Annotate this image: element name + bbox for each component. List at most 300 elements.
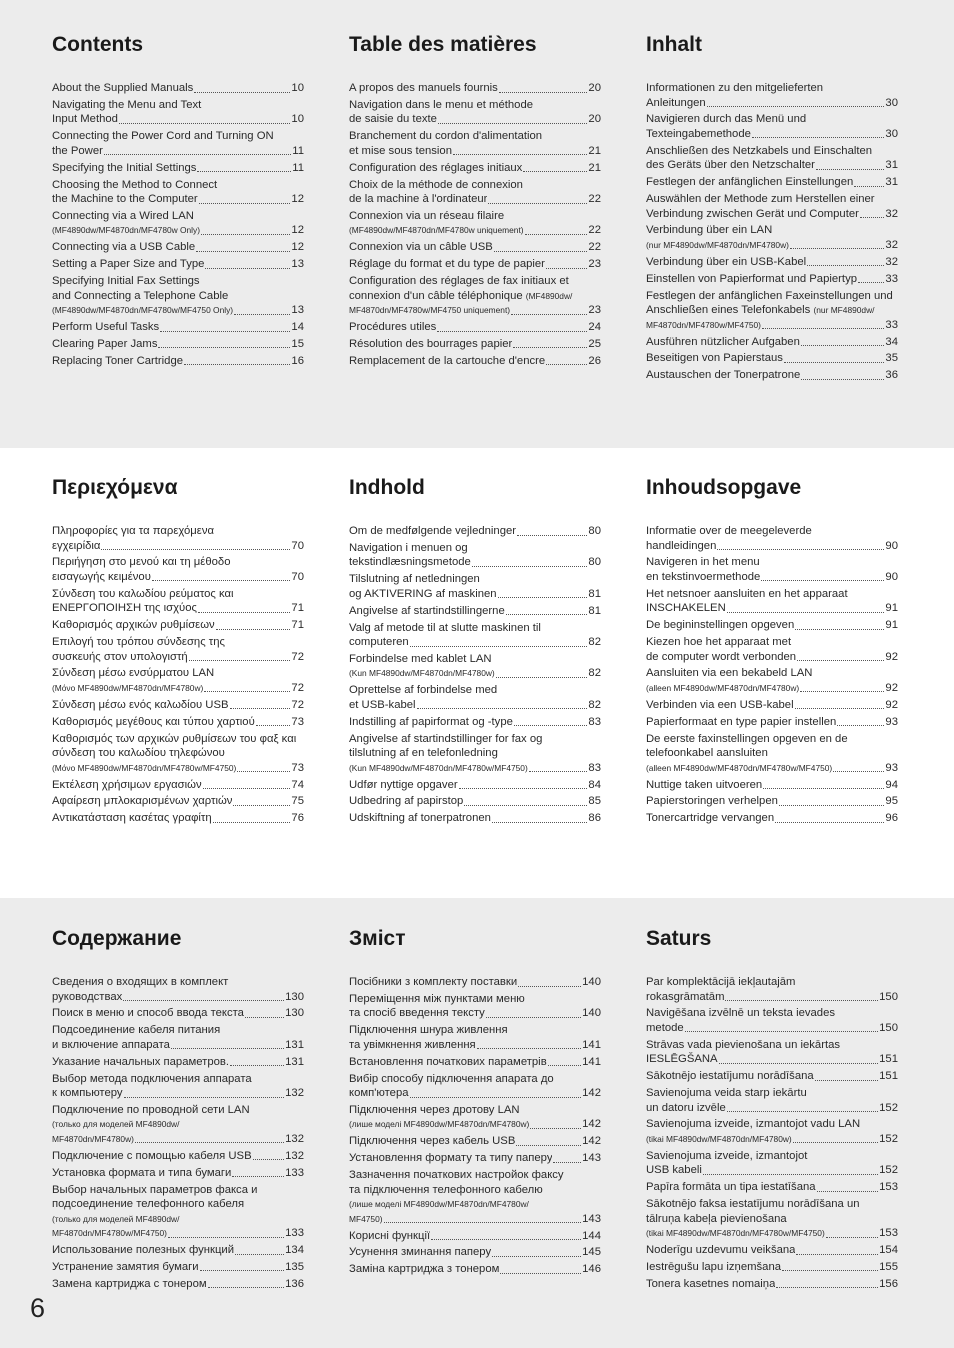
toc-entry-leader-line <box>349 1055 601 1070</box>
toc-entry[interactable] <box>349 732 601 776</box>
toc-entry[interactable] <box>349 81 601 96</box>
dot-leader <box>815 1080 878 1081</box>
dot-leader <box>546 268 587 269</box>
toc-entry-line: Σύνδεση του καλωδίου ρεύματος και <box>52 587 234 600</box>
toc-entry[interactable] <box>646 1086 898 1115</box>
toc-entry-leader-line <box>349 303 601 318</box>
toc-page-number: 12 <box>291 224 304 237</box>
toc-entry-line <box>349 289 601 304</box>
toc-entry[interactable] <box>646 351 898 366</box>
toc-entry[interactable] <box>52 240 304 255</box>
toc-entry[interactable] <box>52 129 304 158</box>
dot-leader <box>514 725 588 726</box>
toc-entry[interactable] <box>646 1180 898 1195</box>
toc-entry[interactable] <box>646 223 898 252</box>
toc-entry[interactable] <box>349 1072 601 1101</box>
toc-entry[interactable] <box>52 81 304 96</box>
toc-entry-text: Réglage du format et du type de papier <box>349 258 545 271</box>
toc-entry[interactable] <box>646 811 898 826</box>
toc-entry-text: rokasgrāmatām <box>646 990 725 1003</box>
dot-leader <box>761 580 884 581</box>
dot-leader <box>523 171 587 172</box>
toc-entry[interactable] <box>349 1245 601 1260</box>
toc-entry[interactable] <box>52 209 304 238</box>
toc-entry-text: connexion d'un câble téléphonique <box>349 289 526 302</box>
toc-page-number: 11 <box>292 144 304 157</box>
toc-entry-leader-line <box>349 1006 601 1021</box>
toc-entry-text: εγχειρίδια <box>52 539 101 552</box>
toc-entry[interactable] <box>52 1243 304 1258</box>
toc-page-number: 95 <box>885 795 898 808</box>
toc-entry-text: Papierformaat en type papier instellen <box>646 715 837 728</box>
section-title: Περιεχόμενα <box>52 476 178 499</box>
dot-leader <box>517 535 587 536</box>
toc-entry[interactable] <box>349 975 601 990</box>
toc-entry[interactable] <box>52 274 304 318</box>
dot-leader <box>417 708 588 709</box>
toc-entry[interactable] <box>52 587 304 616</box>
toc-entry[interactable] <box>349 715 601 730</box>
toc-entry[interactable] <box>646 272 898 287</box>
toc-entry-leader-line <box>646 811 898 826</box>
toc-entry[interactable] <box>349 1229 601 1244</box>
toc-entry[interactable] <box>646 1197 898 1241</box>
toc-entry-line: Verbindung über ein LAN <box>646 224 773 237</box>
toc-page-number: 131 <box>285 1055 304 1068</box>
toc-entry-leader-line <box>349 320 601 335</box>
dot-leader <box>492 822 587 823</box>
toc-entry-line: (только для моделей MF4890dw/ <box>52 1119 180 1130</box>
toc-page-number: 12 <box>291 241 304 254</box>
toc-entry-text: metode <box>646 1021 684 1034</box>
toc-entry-leader-line <box>646 335 898 350</box>
toc-entry-line: Επιλογή του τρόπου σύνδεσης της <box>52 636 225 649</box>
toc-entry[interactable] <box>349 274 601 318</box>
toc-entry[interactable] <box>52 555 304 584</box>
toc-entry-leader-line <box>52 778 304 793</box>
toc-entry-leader-line <box>349 715 601 730</box>
dot-leader <box>488 203 587 204</box>
toc-entry-leader-line <box>349 1038 601 1053</box>
toc-entry-text: Καθορισμός μεγέθους και τύπου χαρτιού <box>52 715 255 728</box>
dot-leader <box>717 549 884 550</box>
toc-entry[interactable] <box>349 1055 601 1070</box>
toc-entry-leader-line <box>52 1277 304 1292</box>
toc-entry[interactable] <box>349 354 601 369</box>
toc-entry-line: tilslutning af en telefonledning <box>349 747 498 760</box>
toc-entry[interactable] <box>646 975 898 1004</box>
toc-entry-line: Зазначення початкових настройок факсу <box>349 1169 564 1182</box>
dot-leader <box>168 1237 284 1238</box>
toc-entry[interactable] <box>349 1262 601 1277</box>
dot-leader <box>459 788 588 789</box>
toc-entry-text: Устранение замятия бумаги <box>52 1260 199 1273</box>
toc-entry-leader-line <box>349 223 601 238</box>
toc-entry[interactable] <box>349 794 601 809</box>
toc-entry-line: Informatie over de meegeleverde <box>646 525 812 537</box>
toc-entry[interactable] <box>52 666 304 695</box>
toc-page-number: 90 <box>885 539 898 552</box>
dot-leader <box>518 986 581 987</box>
dot-leader <box>752 137 885 138</box>
toc-entry-leader-line <box>52 1243 304 1258</box>
toc-entry[interactable] <box>52 1055 304 1070</box>
toc-entry-line: Выбор метода подключения аппарата <box>52 1072 252 1085</box>
toc-entry-line: Auswählen der Methode zum Herstellen einer <box>646 193 875 206</box>
toc-entry-leader-line <box>646 990 898 1005</box>
toc-entry[interactable] <box>646 778 898 793</box>
toc-entry[interactable] <box>52 1006 304 1021</box>
toc-entry-leader-line <box>349 81 601 96</box>
dot-leader <box>801 379 884 380</box>
toc-entry[interactable] <box>646 255 898 270</box>
toc-entry[interactable] <box>646 1260 898 1275</box>
toc-section <box>349 925 601 1276</box>
toc-entry-text: Підключення через кабель USB <box>349 1135 516 1148</box>
dot-leader <box>438 123 588 124</box>
toc-entry-leader-line <box>52 144 304 159</box>
toc-page-number: 22 <box>588 241 601 254</box>
toc-entry-text: Σύνδεση μέσω ενός καλωδίου USB <box>52 698 229 711</box>
toc-page-number: 31 <box>885 159 898 172</box>
toc-entry-line: and Connecting a Telephone Cable <box>52 289 229 302</box>
toc-entry[interactable] <box>349 652 601 681</box>
toc-entry[interactable] <box>52 337 304 352</box>
toc-entry[interactable] <box>646 635 898 664</box>
toc-entry[interactable] <box>646 698 898 713</box>
toc-entry-leader-line <box>349 975 601 990</box>
toc-entry[interactable] <box>349 604 601 619</box>
dot-leader <box>197 171 291 172</box>
toc-entry-text: (Μόνο MF4890dw/MF4870dn/MF4780w/MF4750) <box>52 762 237 773</box>
toc-entry-line: Сведения о входящих в комплект <box>52 976 229 988</box>
toc-entry-line: Savienojuma izveide, izmantojot <box>646 1149 808 1162</box>
toc-entry[interactable] <box>52 698 304 713</box>
toc-entry-text: de computer wordt verbonden <box>646 650 797 663</box>
dot-leader <box>763 788 884 789</box>
toc-entry[interactable] <box>646 1038 898 1067</box>
toc-entry-line: Strāvas vada pievienošana un iekārtas <box>646 1038 841 1051</box>
dot-leader <box>158 347 290 348</box>
dot-leader <box>548 1065 581 1066</box>
toc-entry-line: De eerste faxinstellingen opgeven en de <box>646 732 848 745</box>
toc-list <box>52 975 304 1294</box>
toc-entry-text: (MF4890dw/MF4870dn/MF4780w/MF4750 Only) <box>52 305 234 316</box>
dot-leader <box>854 186 884 187</box>
dot-leader <box>496 677 588 678</box>
toc-entry[interactable] <box>349 337 601 352</box>
section-title: Saturs <box>646 927 712 950</box>
toc-page-number: 130 <box>285 990 304 1003</box>
toc-page-number: 85 <box>588 795 601 808</box>
dot-leader <box>793 1142 878 1143</box>
toc-entry-note: (nur MF4890dw/ <box>813 305 875 316</box>
dot-leader <box>816 169 885 170</box>
dot-leader <box>235 1254 284 1255</box>
toc-entry[interactable] <box>52 1166 304 1181</box>
toc-entry-line: Configuration des réglages de fax initiaux et <box>349 275 569 288</box>
dot-leader <box>194 92 290 93</box>
toc-entry[interactable] <box>646 144 898 173</box>
dot-leader <box>123 1000 284 1001</box>
toc-entry[interactable] <box>349 240 601 255</box>
toc-entry[interactable] <box>52 778 304 793</box>
toc-entry-leader-line <box>349 1117 601 1132</box>
toc-entry[interactable] <box>646 1243 898 1258</box>
toc-entry-leader-line <box>646 1180 898 1195</box>
toc-entry[interactable] <box>349 320 601 335</box>
toc-page-number: 24 <box>588 321 601 334</box>
toc-page-number: 33 <box>885 272 898 285</box>
toc-entry-text: Input Method <box>52 113 118 126</box>
toc-page-number: 92 <box>885 698 898 711</box>
toc-entry-text: (nur MF4890dw/MF4870dn/MF4780w) <box>646 239 789 250</box>
toc-page-number: 13 <box>291 304 304 317</box>
toc-entry[interactable] <box>349 1168 601 1226</box>
dot-leader <box>790 248 885 249</box>
toc-entry[interactable] <box>52 1260 304 1275</box>
dot-leader <box>795 629 884 630</box>
toc-page-number: 13 <box>291 258 304 271</box>
toc-page-number: 73 <box>291 715 304 728</box>
toc-entry-text: Indstilling af papirformat og -type <box>349 715 513 728</box>
toc-entry[interactable] <box>646 618 898 633</box>
toc-entry-leader-line <box>349 144 601 159</box>
section-title: Содержание <box>52 927 182 950</box>
toc-page-number: 25 <box>588 337 601 350</box>
toc-entry-text: de la machine à l'ordinateur <box>349 193 488 206</box>
toc-entry-line: та підключення телефонного кабелю <box>349 1183 543 1196</box>
toc-entry-leader-line <box>646 1163 898 1178</box>
toc-entry-line: Valg af metode til at slutte maskinen til <box>349 621 541 634</box>
toc-entry-leader-line <box>349 555 601 570</box>
toc-page-number: 75 <box>291 795 304 808</box>
dot-leader <box>472 566 588 567</box>
section-title: Contents <box>52 33 143 56</box>
dot-leader <box>837 725 884 726</box>
toc-entry[interactable] <box>349 572 601 601</box>
toc-page-number: 70 <box>291 570 304 583</box>
toc-entry-text: та спосіб введення тексту <box>349 1007 485 1020</box>
dot-leader <box>230 1065 284 1066</box>
toc-entry[interactable] <box>349 129 601 158</box>
toc-entry[interactable] <box>349 778 601 793</box>
toc-entry[interactable] <box>646 1149 898 1178</box>
toc-page-number: 91 <box>885 602 898 615</box>
dot-leader <box>204 691 290 692</box>
dot-leader <box>200 1270 285 1271</box>
toc-entry[interactable] <box>646 1117 898 1146</box>
toc-entry[interactable] <box>52 1072 304 1101</box>
toc-entry-line: Navigieren durch das Menü und <box>646 113 807 126</box>
toc-entry-leader-line <box>52 681 304 696</box>
toc-entry-leader-line <box>52 240 304 255</box>
toc-entry[interactable] <box>646 555 898 584</box>
toc-entry[interactable] <box>52 635 304 664</box>
toc-entry-leader-line <box>52 337 304 352</box>
toc-entry[interactable] <box>52 524 304 553</box>
toc-entry[interactable] <box>349 209 601 238</box>
toc-entry-line: Specifying Initial Fax Settings <box>52 275 200 288</box>
dot-leader <box>233 805 290 806</box>
toc-entry[interactable] <box>52 715 304 730</box>
toc-page-number: 11 <box>292 161 304 174</box>
toc-entry-line: Anschließen des Netzkabels und Einschalten <box>646 144 873 157</box>
toc-entry[interactable] <box>646 587 898 616</box>
toc-entry-leader-line <box>349 1229 601 1244</box>
toc-entry-text: (MF4890dw/MF4870dn/MF4780w uniquement) <box>349 225 524 236</box>
toc-entry[interactable] <box>646 175 898 190</box>
toc-entry[interactable] <box>646 794 898 809</box>
toc-entry[interactable] <box>52 178 304 207</box>
toc-entry-line: Navigation i menuen og <box>349 541 468 554</box>
toc-entry[interactable] <box>349 1134 601 1149</box>
toc-entry[interactable] <box>52 257 304 272</box>
toc-page-number: 133 <box>285 1227 304 1240</box>
toc-page-number: 82 <box>588 698 601 711</box>
toc-entry[interactable] <box>646 1069 898 1084</box>
toc-entry-leader-line <box>349 524 601 539</box>
toc-entry-leader-line <box>52 192 304 207</box>
toc-entry-text: Specifying the Initial Settings <box>52 161 197 174</box>
toc-entry[interactable] <box>52 732 304 776</box>
toc-entry-leader-line <box>646 1101 898 1116</box>
toc-entry-leader-line <box>646 794 898 809</box>
toc-entry[interactable] <box>646 192 898 221</box>
dot-leader <box>775 822 884 823</box>
toc-entry[interactable] <box>349 1103 601 1132</box>
toc-entry[interactable] <box>349 992 601 1021</box>
toc-entry-leader-line <box>52 1055 304 1070</box>
toc-entry[interactable] <box>646 1277 898 1292</box>
dot-leader <box>196 251 290 252</box>
dot-leader <box>205 268 290 269</box>
toc-entry[interactable] <box>646 524 898 553</box>
toc-entry[interactable] <box>349 257 601 272</box>
toc-entry[interactable] <box>52 1103 304 1147</box>
toc-page-number: 94 <box>885 778 898 791</box>
dot-leader <box>486 1017 581 1018</box>
toc-page-number: 153 <box>879 1227 898 1240</box>
dot-leader <box>762 328 884 329</box>
toc-entry[interactable] <box>349 683 601 712</box>
toc-page-number: 93 <box>885 761 898 774</box>
toc-entry-text: handleidingen <box>646 539 717 552</box>
toc-entry[interactable] <box>349 541 601 570</box>
toc-page-number: 81 <box>588 587 601 600</box>
dot-leader <box>464 805 587 806</box>
toc-entry[interactable] <box>52 98 304 127</box>
toc-entry-text: Replacing Toner Cartridge <box>52 354 184 367</box>
toc-entry[interactable] <box>646 112 898 141</box>
toc-entry-text: un datoru izvēle <box>646 1101 726 1114</box>
toc-entry[interactable] <box>52 975 304 1004</box>
toc-entry-text: Ausführen nützlicher Aufgaben <box>646 335 800 348</box>
dot-leader <box>253 1159 285 1160</box>
toc-entry-leader-line <box>52 161 304 176</box>
toc-entry[interactable] <box>52 1149 304 1164</box>
toc-entry-leader-line <box>52 539 304 554</box>
toc-section <box>646 31 898 382</box>
toc-entry[interactable] <box>646 335 898 350</box>
toc-entry-line: (только для моделей MF4890dw/ <box>52 1213 180 1224</box>
toc-entry[interactable] <box>52 1183 304 1241</box>
toc-entry-text: et mise sous tension <box>349 144 452 157</box>
toc-entry-line: Oprettelse af forbindelse med <box>349 684 498 697</box>
toc-entry[interactable] <box>646 368 898 383</box>
toc-entry[interactable] <box>646 666 898 695</box>
toc-entry[interactable] <box>646 81 898 110</box>
toc-entry[interactable] <box>52 618 304 633</box>
toc-entry-text: MF4750) <box>349 1213 383 1224</box>
toc-page-number: 32 <box>885 207 898 220</box>
toc-page-number: 33 <box>885 318 898 331</box>
toc-entry-text: Om de medfølgende vejledninger <box>349 525 517 537</box>
toc-page-number: 140 <box>582 1007 601 1020</box>
toc-page-number: 132 <box>285 1087 304 1100</box>
dot-leader <box>498 597 588 598</box>
toc-page-number: 155 <box>879 1260 898 1273</box>
toc-entry[interactable] <box>52 354 304 369</box>
toc-entry-text: Tonera kasetnes nomaiņa <box>646 1277 776 1290</box>
toc-entry[interactable] <box>52 1277 304 1292</box>
toc-entry[interactable] <box>349 98 601 127</box>
toc-entry[interactable] <box>349 1151 601 1166</box>
toc-page-number: 96 <box>885 812 898 825</box>
toc-entry-line: tālruņa kabeļa pievienošana <box>646 1212 787 1225</box>
toc-entry[interactable] <box>52 794 304 809</box>
toc-entry-line: Підключення через дротову LAN <box>349 1103 520 1116</box>
dot-leader <box>707 106 885 107</box>
toc-entry-text: USB kabeli <box>646 1164 702 1177</box>
dot-leader <box>101 549 290 550</box>
toc-entry[interactable] <box>646 715 898 730</box>
dot-leader <box>437 331 587 332</box>
toc-page-number: 35 <box>885 352 898 365</box>
toc-entry[interactable] <box>646 1006 898 1035</box>
toc-entry[interactable] <box>52 320 304 335</box>
toc-entry[interactable] <box>349 524 601 539</box>
toc-page-number: 30 <box>885 127 898 140</box>
toc-page-number: 153 <box>879 1181 898 1194</box>
toc-entry[interactable] <box>349 161 601 176</box>
toc-entry[interactable] <box>52 811 304 826</box>
toc-entry-leader-line <box>349 698 601 713</box>
toc-entry-text: Посібники з комплекту поставки <box>349 976 518 988</box>
toc-page-number: 23 <box>588 258 601 271</box>
toc-entry[interactable] <box>349 1023 601 1052</box>
dot-leader <box>431 1239 581 1240</box>
toc-entry-leader-line <box>349 161 601 176</box>
toc-entry-leader-line <box>52 618 304 633</box>
toc-page-number: 90 <box>885 570 898 583</box>
toc-entry-leader-line <box>349 192 601 207</box>
toc-entry[interactable] <box>349 178 601 207</box>
toc-entry[interactable] <box>646 732 898 776</box>
toc-entry-leader-line <box>646 255 898 270</box>
toc-entry[interactable] <box>52 161 304 176</box>
toc-entry[interactable] <box>52 1023 304 1052</box>
toc-entry[interactable] <box>349 811 601 826</box>
toc-entry[interactable] <box>646 289 898 333</box>
toc-entry-line: Navigēšana izvēlnē un teksta ievades <box>646 1007 836 1020</box>
toc-entry-leader-line <box>52 112 304 127</box>
toc-entry-leader-line <box>52 223 304 238</box>
toc-entry[interactable] <box>349 621 601 650</box>
toc-entry-leader-line <box>349 1212 601 1227</box>
toc-entry-text: (лише моделі MF4890dw/MF4870dn/MF4780w) <box>349 1119 530 1130</box>
dot-leader <box>201 234 290 235</box>
